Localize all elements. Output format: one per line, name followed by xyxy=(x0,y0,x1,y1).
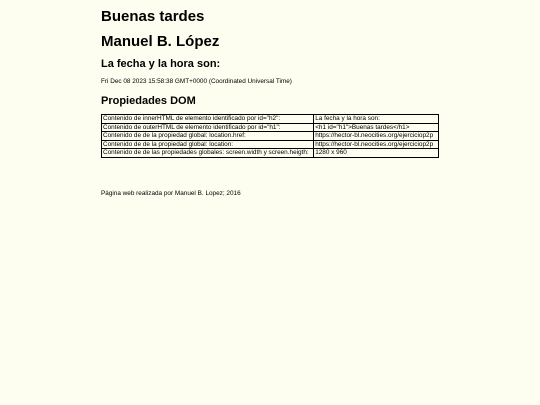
table-cell-value: https://hector-bl.neocities.org/ejerciciop2p xyxy=(314,132,439,141)
page-title: Buenas tardes xyxy=(101,8,205,25)
table-row xyxy=(102,123,439,132)
dom-properties-heading: Propiedades DOM xyxy=(101,95,196,107)
table-cell-value: <h1 id="h1">Buenas tardes</h1> xyxy=(314,123,439,132)
table-cell-label: Contenido de de las propiedades globales: screen.width y screen.heigth: xyxy=(102,149,314,158)
table-cell-value: La fecha y la hora son: xyxy=(314,115,439,124)
table-row xyxy=(102,140,439,149)
table-cell-value: https://hector-bl.neocities.org/ejerciciop2p xyxy=(314,140,439,149)
table-cell-label: Contenido de innerHTML de elemento identificado por id="h2": xyxy=(102,115,314,124)
footer-credit: Página web realizada por Manuel B. Lopez; 2016 xyxy=(101,190,241,197)
table-cell-label: Contenido de outerHTML de elemento identificado por id="h1": xyxy=(102,123,314,132)
date-value: Fri Dec 08 2023 15:58:38 GMT+0000 (Coordinated Universal Time) xyxy=(101,78,292,85)
table-row xyxy=(102,132,439,141)
table-cell-label: Contenido de de la propiedad global: location: xyxy=(102,140,314,149)
table-row xyxy=(102,115,439,124)
date-heading: La fecha y la hora son: xyxy=(101,58,221,70)
dom-properties-table xyxy=(101,114,439,158)
table-cell-label: Contenido de de la propiedad global: location.href: xyxy=(102,132,314,141)
author-heading: Manuel B. López xyxy=(101,33,220,50)
table-row xyxy=(102,149,439,158)
table-cell-value: 1280 x 960 xyxy=(314,149,439,158)
